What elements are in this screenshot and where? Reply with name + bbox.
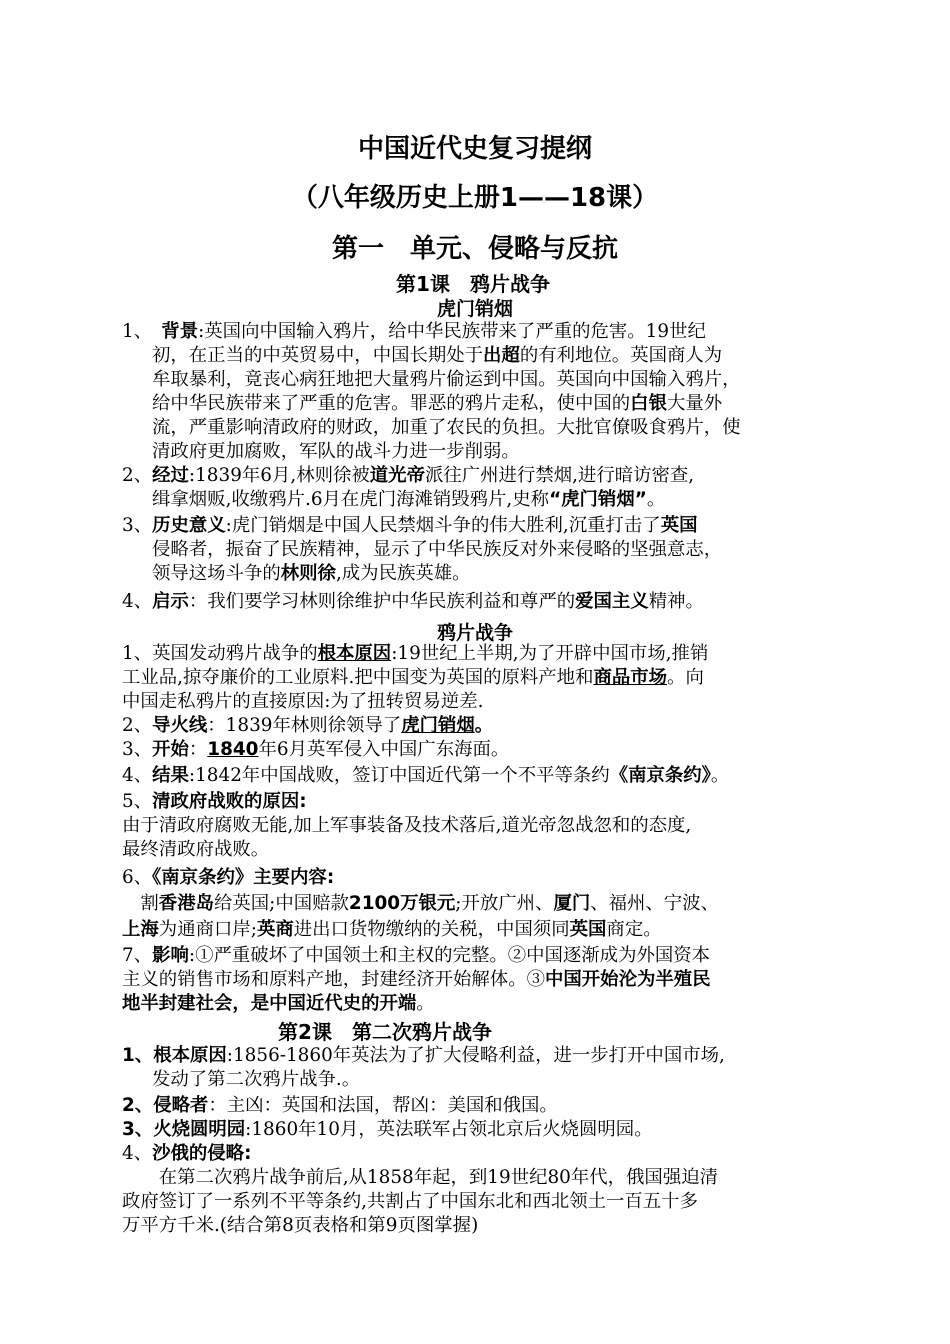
paragraph-line: 最终清政府战败。 [122, 839, 270, 860]
paragraph-line: 发动了第二次鸦片战争.。 [152, 1069, 361, 1090]
paragraph-line: 地半封建社会，是中国近代史的开端。 [122, 993, 435, 1014]
section-opium-war-title: 鸦片战争 [436, 622, 513, 644]
paragraph-line: 流，严重影响清政府的财政，加重了农民的负担。大批官僚吸食鸦片，使 [152, 417, 741, 438]
paragraph-line: 由于清政府腐败无能,加上军事装备及技术落后,道光帝忽战忽和的态度, [122, 815, 692, 836]
paragraph-line: 领导这场斗争的林则徐,成为民族英雄。 [152, 563, 471, 584]
document-subtitle: （八年级历史上册1——18课） [291, 183, 659, 213]
paragraph-line: 2、经过:1839年6月,林则徐被道光帝派往广州进行禁烟,进行暗访密查, [122, 465, 695, 486]
paragraph-line: 割香港岛给英国;中国赔款2100万银元;开放广州、厦门、福州、宁波、 [122, 893, 719, 914]
paragraph-line: 3、火烧圆明园:1860年10月，英法联军占领北京后火烧圆明园。 [122, 1119, 653, 1140]
paragraph-line: 万平方千米.(结合第8页表格和第9页图掌握) [122, 1215, 479, 1236]
paragraph-line: 给中华民族带来了严重的危害。罪恶的鸦片走私，使中国的白银大量外 [152, 393, 723, 414]
document-title: 中国近代史复习提纲 [357, 134, 592, 164]
paragraph-line: 缉拿烟贩,收缴鸦片.6月在虎门海滩销毁鸦片,史称“虎门销烟”。 [152, 489, 666, 510]
paragraph-line: 3、历史意义:虎门销烟是中国人民禁烟斗争的伟大胜利,沉重打击了英国 [122, 515, 698, 536]
paragraph-line: 1、英国发动鸦片战争的根本原因:19世纪上半期,为了开辟中国市场,推销 [122, 643, 709, 664]
paragraph-line: 4、结果:1842年中国战败，签订中国近代第一个不平等条约《南京条约》。 [122, 765, 730, 786]
paragraph-line: 5、清政府战败的原因: [122, 791, 307, 812]
paragraph-line: 初，在正当的中英贸易中，中国长期处于出超的有利地位。英国商人为 [152, 345, 723, 366]
paragraph-line: 主义的销售市场和原料产地，封建经济开始解体。③中国开始沦为半殖民 [122, 969, 711, 990]
paragraph-line: 7、影响:①严重破坏了中国领土和主权的完整。②中国逐渐成为外国资本 [122, 945, 711, 966]
lesson1-title: 第1课 鸦片战争 [396, 272, 550, 296]
paragraph-line: 6、《南京条约》主要内容: [122, 867, 335, 888]
paragraph-line: 侵略者，振奋了民族精神，显示了中华民族反对外来侵略的坚强意志， [152, 539, 723, 560]
paragraph-line: 政府签订了一系列不平等条约,共割占了中国东北和西北领土一百五十多 [122, 1191, 698, 1212]
section-humen-title: 虎门销烟 [436, 298, 513, 320]
unit-title: 第一 单元、侵略与反抗 [331, 234, 618, 264]
paragraph-line: 工业品,掠夺廉价的工业原料.把中国变为英国的原料产地和商品市场。向 [122, 667, 704, 688]
paragraph-line: 中国走私鸦片的直接原因:为了扭转贸易逆差. [122, 691, 484, 712]
lesson2-title: 第2课 第二次鸦片战争 [278, 1020, 492, 1044]
paragraph-line: 3、开始：1840年6月英军侵入中国广东海面。 [122, 739, 510, 760]
paragraph-line: 4、启示：我们要学习林则徐维护中华民族利益和尊严的爱国主义精神。 [122, 591, 704, 612]
paragraph-line: 4、沙俄的侵略: [122, 1143, 252, 1164]
paragraph-line: 2、导火线：1839年林则徐领导了虎门销烟。 [122, 715, 494, 736]
paragraph-line: 1、根本原因:1856-1860年英法为了扩大侵略利益，进一步打开中国市场, [122, 1045, 725, 1066]
paragraph-line: 1、 背景:英国向中国输入鸦片，给中华民族带来了严重的危害。19世纪 [122, 321, 706, 342]
paragraph-line: 在第二次鸦片战争前后,从1858年起，到19世纪80年代，俄国强迫清 [122, 1167, 718, 1188]
paragraph-line: 2、侵略者：主凶：英国和法国，帮凶：美国和俄国。 [122, 1095, 558, 1116]
paragraph-line: 上海为通商口岸;英商进出口货物缴纳的关税，中国须同英国商定。 [122, 919, 662, 940]
paragraph-line: 清政府更加腐败，军队的战斗力进一步削弱。 [152, 441, 520, 462]
paragraph-line: 牟取暴利，竟丧心病狂地把大量鸦片偷运到中国。英国向中国输入鸦片， [152, 369, 741, 390]
